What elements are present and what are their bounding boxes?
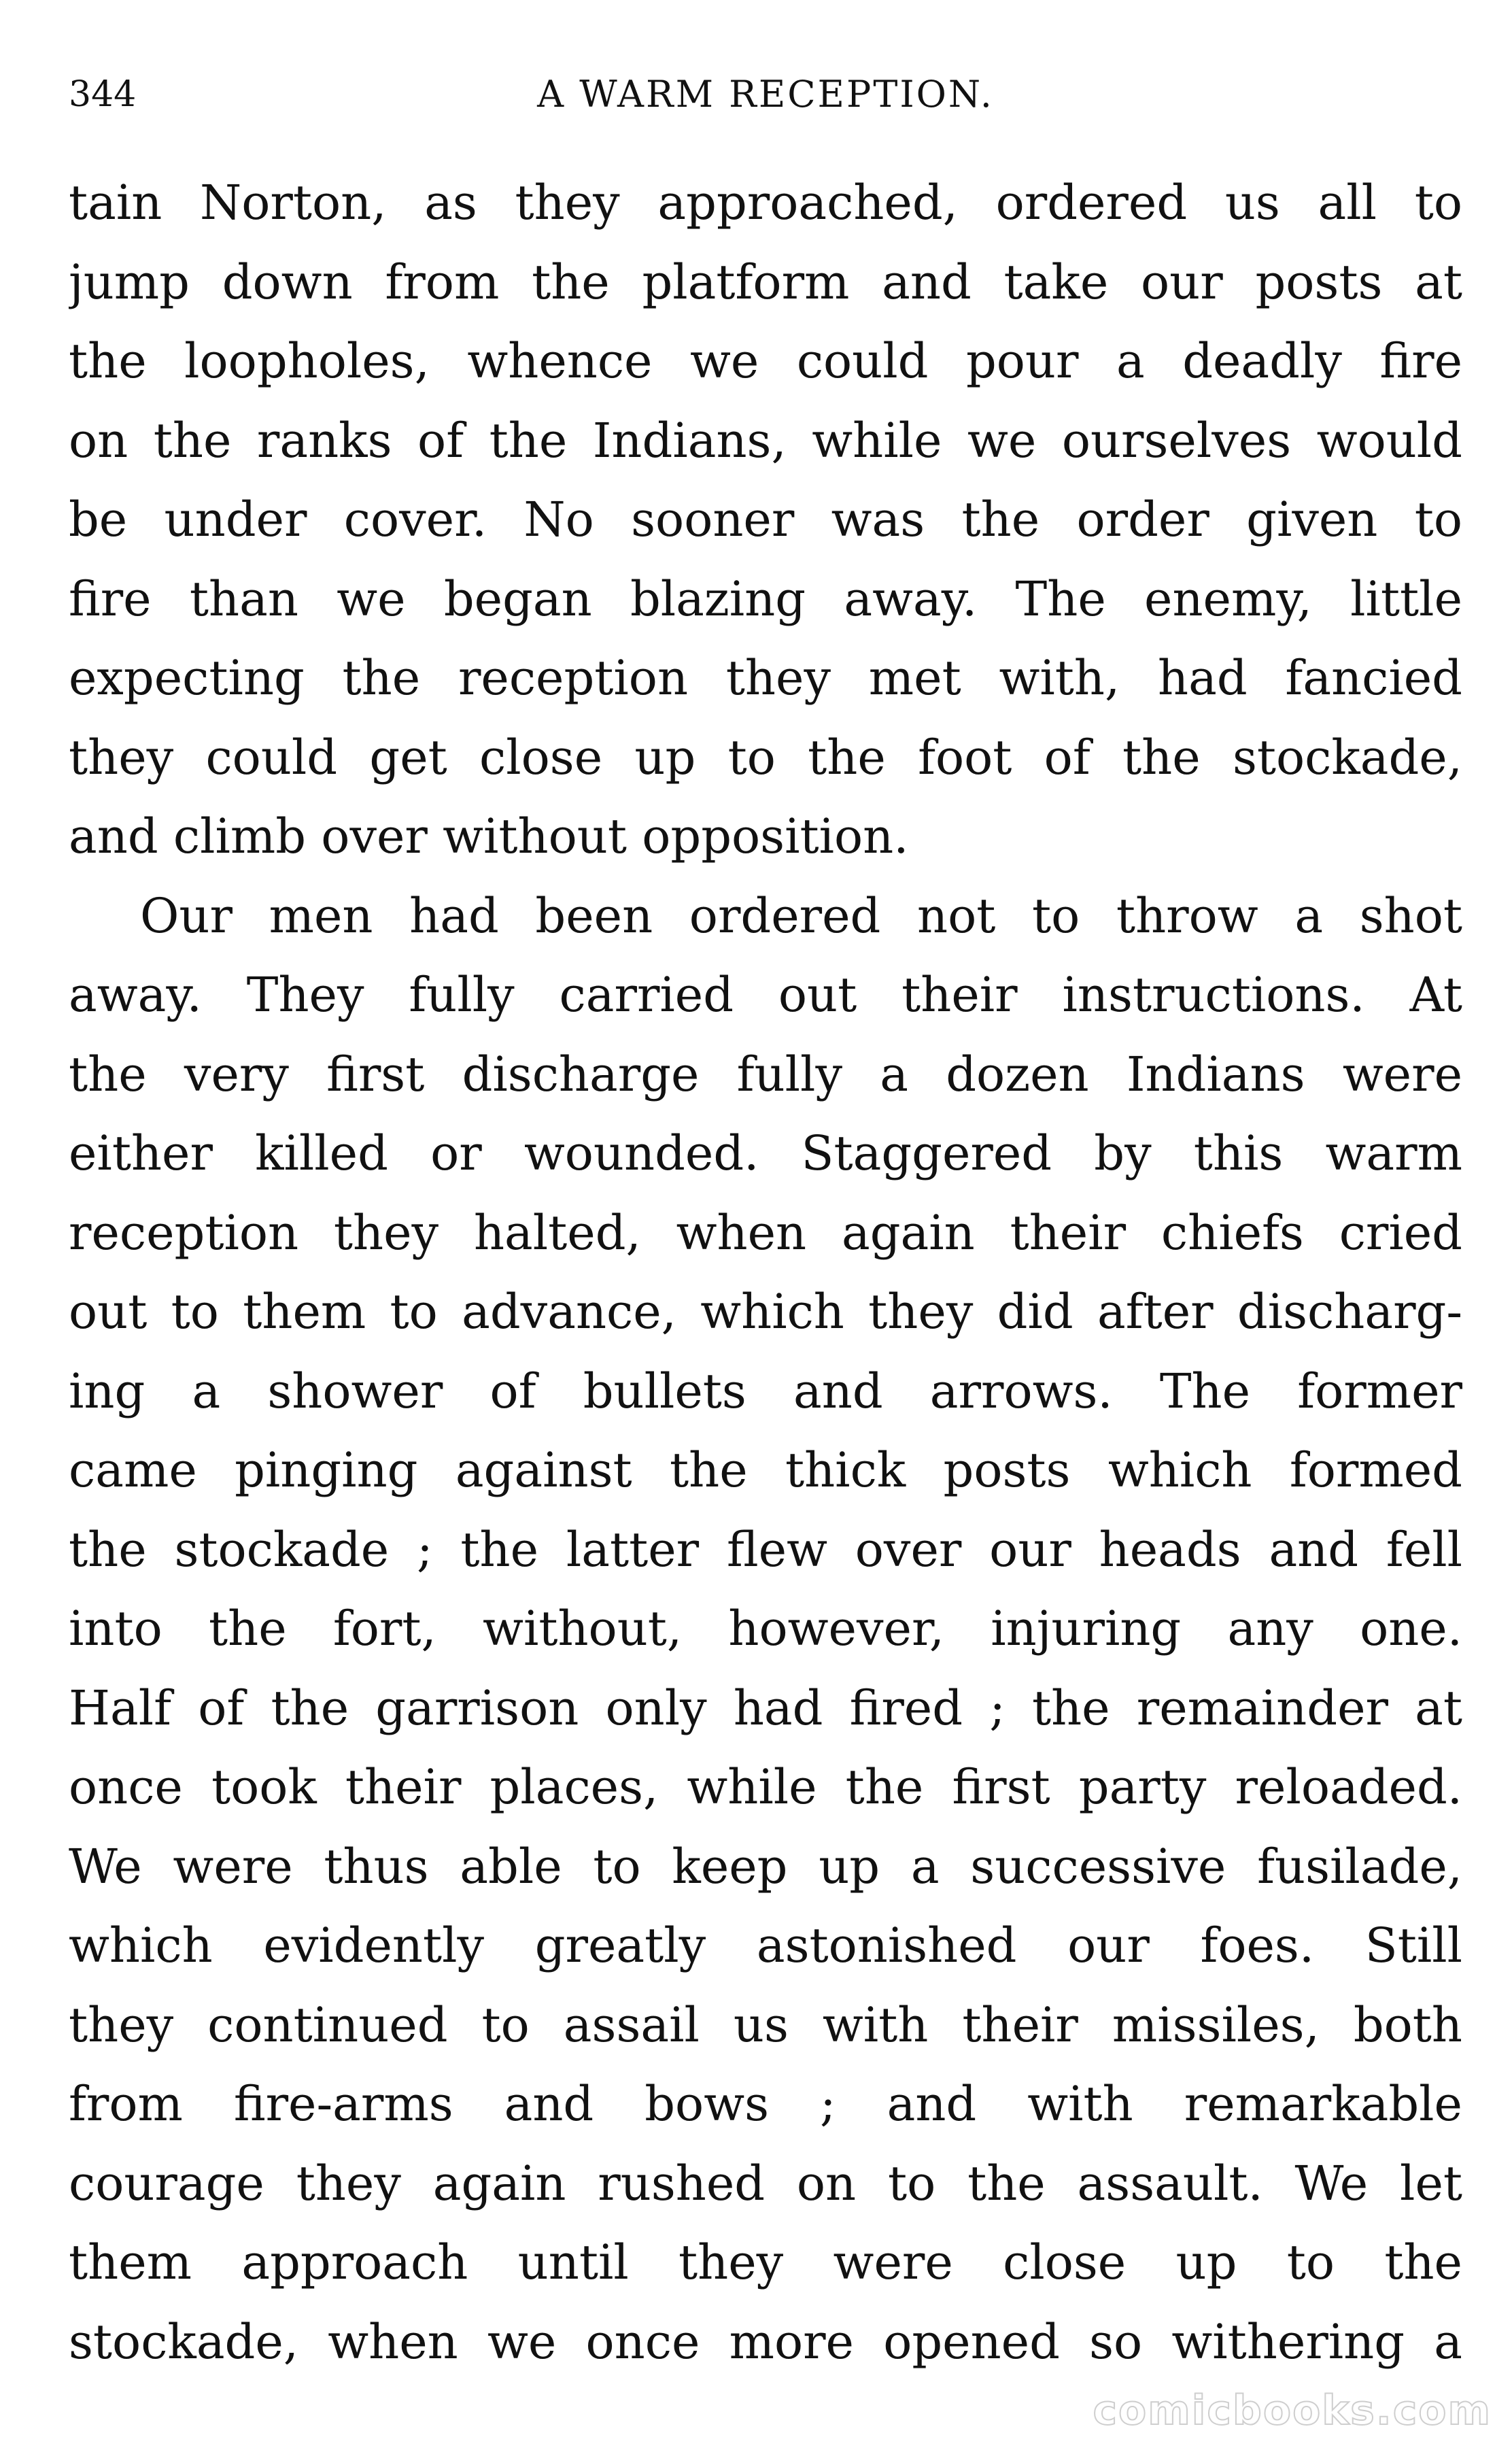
text-line: jump down from the platform and take our posts at bbox=[69, 254, 1462, 310]
text-line: the very first discharge fully a dozen Indians were bbox=[69, 1046, 1462, 1102]
text-line: be under cover. No sooner was the order given to bbox=[69, 492, 1462, 547]
body-text bbox=[69, 163, 1462, 2381]
text-line: expecting the reception they met with, had fancied bbox=[69, 650, 1462, 706]
text-line: away. They fully carried out their instructions. At bbox=[69, 967, 1462, 1023]
text-line: We were thus able to keep up a successive fusilade, bbox=[69, 1838, 1462, 1894]
text-line: came pinging against the thick posts which formed bbox=[69, 1442, 1462, 1498]
text-line: tain Norton, as they approached, ordered us all to bbox=[69, 175, 1462, 231]
text-line: them approach until they were close up to the bbox=[69, 2234, 1462, 2290]
text-line: they could get close up to the foot of the stockade, bbox=[69, 729, 1462, 785]
watermark: comicbooks.com bbox=[1093, 2387, 1492, 2434]
text-line: out to them to advance, which they did after discharg- bbox=[69, 1284, 1462, 1340]
text-line: ing a shower of bullets and arrows. The former bbox=[69, 1363, 1462, 1419]
page-number: 344 bbox=[69, 74, 137, 115]
text-line: the loopholes, whence we could pour a deadly fire bbox=[69, 333, 1462, 389]
text-line: reception they halted, when again their chiefs cried bbox=[69, 1204, 1462, 1261]
paragraph-end-line: and climb over without opposition. bbox=[69, 809, 909, 864]
page-header bbox=[69, 57, 1462, 132]
text-line: stockade, when we once more opened so withering a bbox=[69, 2313, 1462, 2370]
text-line: fire than we began blazing away. The enemy, little bbox=[69, 571, 1462, 627]
text-line: from fire-arms and bows ; and with remarkable bbox=[69, 2076, 1462, 2132]
text-line: on the ranks of the Indians, while we ourselves would bbox=[69, 412, 1462, 469]
text-line: Half of the garrison only had fired ; the remainder at bbox=[69, 1680, 1462, 1736]
text-line: courage they again rushed on to the assault. We let bbox=[69, 2155, 1462, 2211]
text-line: into the fort, without, however, injuring any one. bbox=[69, 1601, 1462, 1656]
paragraph-first-line: Our men had been ordered not to throw a shot bbox=[140, 887, 1462, 944]
text-line: once took their places, while the first party reloaded. bbox=[69, 1759, 1462, 1815]
text-line: either killed or wounded. Staggered by this warm bbox=[69, 1125, 1462, 1181]
text-line: they continued to assail us with their missiles, both bbox=[69, 1996, 1462, 2053]
running-title: A WARM RECEPTION. bbox=[537, 73, 994, 116]
text-line: the stockade ; the latter flew over our heads and fell bbox=[69, 1521, 1462, 1578]
text-line: which evidently greatly astonished our foes. Still bbox=[69, 1918, 1462, 1973]
